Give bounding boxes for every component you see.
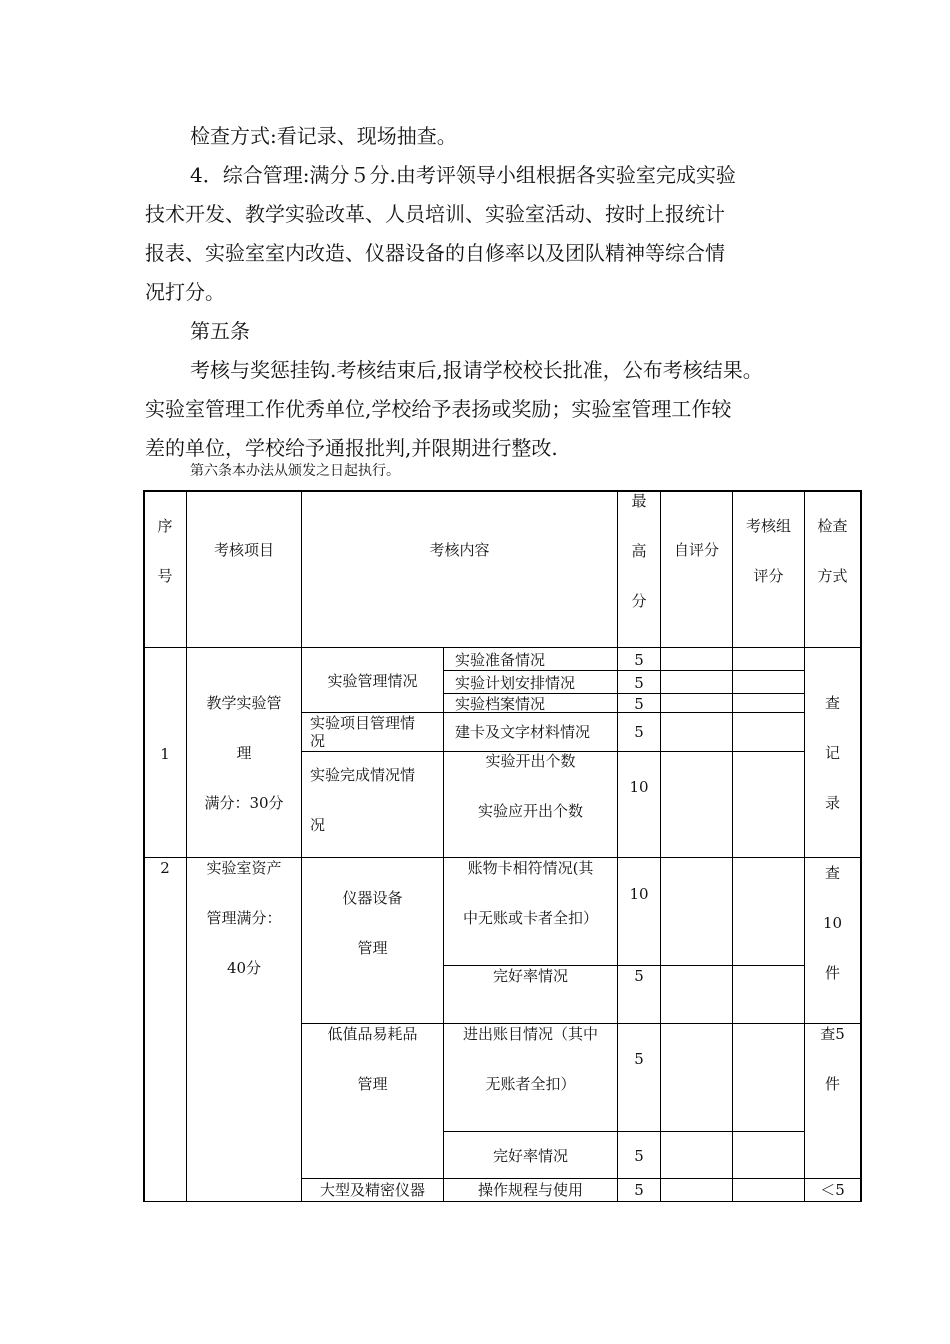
header-check-method: 检查 方式 <box>817 517 848 585</box>
text-line: 检查方式:看记录、现场抽查。 <box>190 124 457 148</box>
row2-sub-equipment: 仪器设备 管理 <box>342 889 403 957</box>
text-line: 4．综合管理:满分５分.由考评领导小组根据各实验室完成实验 <box>190 163 736 187</box>
header-seq: 序 号 <box>157 517 173 585</box>
row2-check-method-precision: ＜5 <box>820 1181 845 1199</box>
paragraph-inspection-method <box>145 117 825 156</box>
row2-score-operation: 5 <box>634 1181 644 1199</box>
row1-score-count: 10 <box>629 778 649 796</box>
row1-score-plan: 5 <box>634 674 644 692</box>
grid-line <box>301 712 804 713</box>
row2-sub-consumables: 低值品易耗品 管理 <box>327 1025 418 1093</box>
text-line: 技术开发、教学实验改革、人员培训、实验室活动、按时上报统计 <box>145 202 725 226</box>
text-line: 差的单位，学校给予通报批判,并限期进行整改. <box>145 436 558 460</box>
row2-check-method-consumables: 查5 件 <box>820 1025 845 1093</box>
row2-desc-intact-consumables: 完好率情况 <box>492 1147 568 1165</box>
text-line: 第五条 <box>190 319 250 343</box>
row1-desc-plan: 实验计划安排情况 <box>455 674 576 692</box>
row1-sub-completion: 实验完成情况情 况 <box>310 766 416 834</box>
header-self-score: 自评分 <box>673 541 719 559</box>
header-item: 考核项目 <box>213 541 274 559</box>
row2-desc-account: 账物卡相符情况(其 中无账或卡者全扣） <box>462 859 598 927</box>
text-line: 考核与奖惩挂钩.考核结束后,报请学校校长批准，公布考核结果。 <box>190 358 763 382</box>
text-line: 报表、实验室室内改造、仪器设备的自修率以及团队精神等综合情 <box>145 241 725 265</box>
row1-desc-card: 建卡及文字材料情况 <box>455 723 591 741</box>
row2-check-method-equipment: 查 10 件 <box>822 864 843 982</box>
header-content: 考核内容 <box>429 541 490 559</box>
row2-desc-ledger: 进出账目情况（其中 无账者全扣） <box>462 1025 598 1093</box>
table-border-right <box>860 490 862 1202</box>
row2-desc-intact: 完好率情况 <box>492 967 568 985</box>
table-border-top <box>143 490 862 492</box>
text-line: 况打分。 <box>145 280 225 304</box>
row2-sub-precision: 大型及精密仪器 <box>319 1181 425 1199</box>
row1-sub-project: 实验项目管理情 况 <box>310 714 416 750</box>
row1-desc-count: 实验开出个数 实验应开出个数 <box>477 752 583 820</box>
text-line: 实验室管理工作优秀单位,学校给予表扬或奖励；实验室管理工作较 <box>145 397 732 421</box>
row1-score-archive: 5 <box>634 695 644 713</box>
row1-score-card: 5 <box>634 723 644 741</box>
grid-line <box>660 490 661 1202</box>
row1-desc-prep: 实验准备情况 <box>455 651 546 669</box>
row1-item: 教学实验管 理 满分：30分 <box>204 694 284 812</box>
row2-score-ledger: 5 <box>634 1050 644 1068</box>
row2-seq: 2 <box>160 859 170 877</box>
row1-seq: 1 <box>160 745 170 763</box>
row1-sub-management: 实验管理情况 <box>327 672 418 690</box>
row1-score-prep: 5 <box>634 651 644 669</box>
row2-item: 实验室资产 管理满分： 40分 <box>206 859 282 977</box>
header-group-score: 考核组 评分 <box>745 517 791 585</box>
row1-check-method: 查 记 录 <box>824 694 840 812</box>
paragraph-comprehensive-management <box>145 156 825 312</box>
row2-score-intact-consumables: 5 <box>634 1147 644 1165</box>
article-five-heading <box>145 312 825 351</box>
row2-score-account: 10 <box>629 885 649 903</box>
article-six-text: 第六条本办法从颁发之日起执行。 <box>190 463 400 479</box>
row1-desc-archive: 实验档案情况 <box>455 695 546 713</box>
header-max-score: 最 高 分 <box>631 492 647 610</box>
paragraph-reward-punishment <box>145 351 825 468</box>
row2-desc-operation: 操作规程与使用 <box>477 1181 583 1199</box>
row2-score-intact: 5 <box>634 967 644 985</box>
